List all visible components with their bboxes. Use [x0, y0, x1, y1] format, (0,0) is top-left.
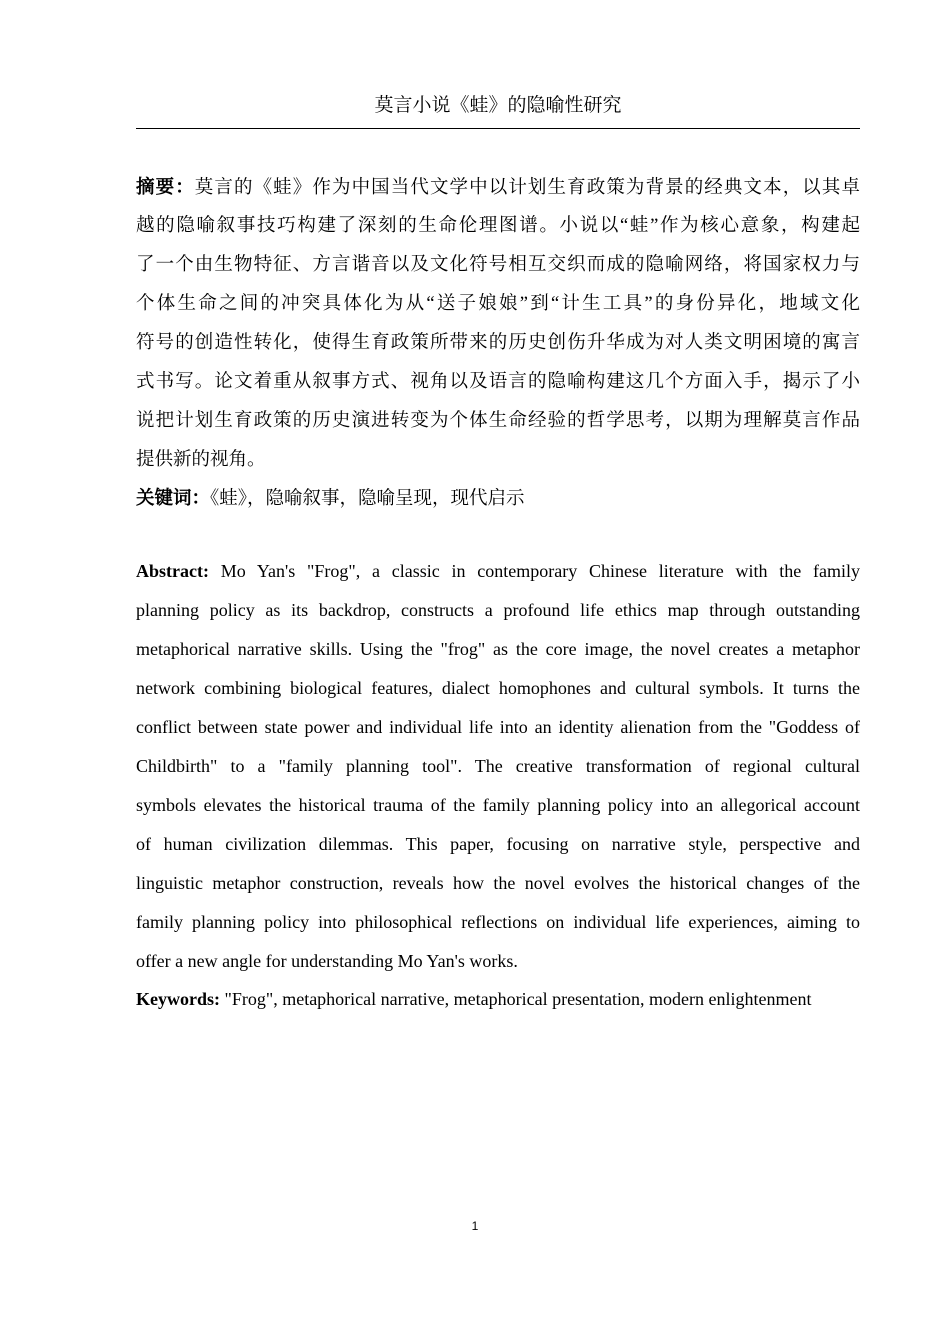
english-abstract [136, 552, 860, 1018]
header-rule [136, 128, 860, 129]
abstract-line: conflict between state power and individual life into an identity alienation from the "Goddess of [136, 717, 860, 737]
abstract-label: Abstract: [136, 561, 209, 581]
abstract-line: symbols elevates the historical trauma of the family planning policy into an allegorical account [136, 795, 860, 815]
abstract-line: Childbirth" to a "family planning tool". The creative transformation of regional cultural [136, 756, 860, 776]
keywords-value: "Frog", metaphorical narrative, metaphorical presentation, modern enlightenment [220, 989, 812, 1009]
abstract-line: 摘要：莫言的《蛙》作为中国当代文学中以计划生育政策为背景的经典文本，以其卓 [136, 177, 860, 198]
abstract-line: 符号的创造性转化，使得生育政策所带来的历史创伤升华成为对人类文明困境的寓言 [136, 333, 860, 353]
abstract-line: of human civilization dilemmas. This paper, focusing on narrative style, perspective and [136, 834, 860, 854]
chinese-abstract [136, 168, 860, 517]
keywords-en [136, 981, 860, 1018]
abstract-line: 了一个由生物特征、方言谐音以及文化符号相互交织而成的隐喻网络，将国家权力与 [136, 255, 860, 275]
abstract-line: 越的隐喻叙事技巧构建了深刻的生命伦理图谱。小说以“蛙”作为核心意象，构建起 [136, 216, 860, 236]
abstract-line: offer a new angle for understanding Mo Yan's works. [136, 951, 518, 971]
keywords-cn [136, 480, 860, 517]
abstract-line: Abstract: Mo Yan's "Frog", a classic in contemporary Chinese literature with the family [136, 561, 860, 581]
abstract-label: 摘要： [136, 177, 195, 198]
abstract-line: 提供新的视角。 [136, 450, 266, 470]
abstract-line: linguistic metaphor construction, reveals how the novel evolves the historical changes of the [136, 873, 860, 893]
keywords-label: 关键词： [136, 488, 211, 509]
abstract-line: family planning policy into philosophical reflections on individual life experiences, aiming to [136, 912, 860, 932]
abstract-line: 个体生命之间的冲突具体化为从“送子娘娘”到“计生工具”的身份异化，地域文化 [136, 294, 860, 314]
abstract-line: planning policy as its backdrop, constructs a profound life ethics map through outstanding [136, 600, 860, 620]
abstract-line: metaphorical narrative skills. Using the "frog" as the core image, the novel creates a metaphor [136, 639, 860, 659]
abstract-line: 说把计划生育政策的历史演进转变为个体生命经验的哲学思考，以期为理解莫言作品 [136, 411, 860, 431]
page-header-title: 莫言小说《蛙》的隐喻性研究 [374, 95, 622, 116]
keywords-label: Keywords: [136, 989, 220, 1009]
keywords-value: 《蛙》，隐喻叙事，隐喻呈现，现代启示 [210, 489, 525, 509]
abstract-line: network combining biological features, dialect homophones and cultural symbols. It turns the [136, 678, 860, 698]
abstract-line: 式书写。论文着重从叙事方式、视角以及语言的隐喻构建这几个方面入手，揭示了小 [136, 372, 860, 392]
page-number: 1 [471, 1219, 479, 1233]
